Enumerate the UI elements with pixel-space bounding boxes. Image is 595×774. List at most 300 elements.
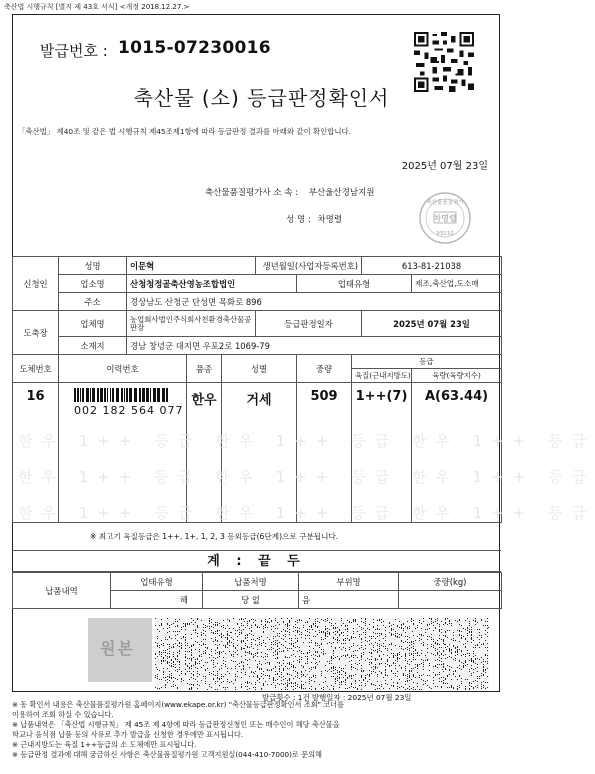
noise-dot	[417, 653, 418, 654]
noise-dot	[277, 628, 278, 629]
trace-number: 002 182 564 077	[74, 404, 184, 417]
noise-dot	[359, 634, 360, 635]
noise-dot	[481, 619, 482, 620]
noise-dot	[199, 663, 200, 664]
noise-dot	[395, 673, 396, 674]
noise-dot	[381, 634, 382, 635]
noise-dot	[439, 647, 440, 648]
noise-dot	[449, 687, 450, 688]
noise-dot	[445, 636, 446, 637]
noise-dot	[195, 622, 196, 623]
noise-dot	[215, 624, 216, 625]
noise-dot	[379, 671, 380, 672]
breed: 한우	[187, 383, 222, 523]
noise-dot	[459, 634, 460, 635]
noise-dot	[443, 640, 444, 641]
noise-dot	[407, 674, 408, 675]
noise-dot	[393, 662, 394, 663]
noise-dot	[321, 644, 322, 645]
noise-dot	[451, 679, 452, 680]
noise-dot	[435, 666, 436, 667]
noise-dot	[401, 646, 402, 647]
noise-dot	[445, 623, 446, 624]
noise-dot	[317, 626, 318, 627]
noise-dot	[377, 629, 378, 630]
noise-dot	[187, 683, 188, 684]
noise-dot	[415, 649, 416, 650]
noise-dot	[293, 666, 294, 667]
noise-dot	[315, 655, 316, 656]
noise-dot	[385, 670, 386, 671]
noise-dot	[167, 632, 168, 633]
noise-dot	[187, 643, 188, 644]
noise-dot	[255, 689, 256, 690]
noise-dot	[167, 644, 168, 645]
noise-dot	[169, 662, 170, 663]
noise-dot	[211, 687, 212, 688]
noise-dot	[199, 644, 200, 645]
barcode-bar	[107, 388, 108, 402]
noise-dot	[315, 666, 316, 667]
noise-dot	[409, 676, 410, 677]
noise-dot	[241, 618, 242, 619]
noise-dot	[211, 626, 212, 627]
noise-dot	[219, 651, 220, 652]
noise-dot	[171, 666, 172, 667]
noise-dot	[213, 641, 214, 642]
noise-dot	[451, 657, 452, 658]
noise-dot	[411, 679, 412, 680]
noise-dot	[285, 656, 286, 657]
noise-dot	[329, 629, 330, 630]
noise-dot	[421, 675, 422, 676]
noise-dot	[299, 661, 300, 662]
noise-dot	[239, 632, 240, 633]
noise-dot	[299, 662, 300, 663]
noise-dot	[409, 659, 410, 660]
noise-dot	[163, 645, 164, 646]
noise-dot	[351, 669, 352, 670]
noise-dot	[259, 682, 260, 683]
document-date: 2025년 07월 23일	[401, 161, 488, 172]
noise-dot	[185, 663, 186, 664]
noise-dot	[229, 635, 230, 636]
noise-dot	[427, 680, 428, 681]
noise-dot	[363, 670, 364, 671]
noise-dot	[219, 685, 220, 686]
noise-dot	[411, 644, 412, 645]
noise-dot	[379, 619, 380, 620]
noise-dot	[459, 675, 460, 676]
noise-dot	[315, 619, 316, 620]
noise-dot	[169, 636, 170, 637]
noise-dot	[155, 658, 156, 659]
noise-dot	[379, 644, 380, 645]
noise-dot	[341, 632, 342, 633]
noise-dot	[293, 654, 294, 655]
barcode-bar	[90, 388, 91, 402]
noise-dot	[285, 636, 286, 637]
noise-dot	[301, 685, 302, 686]
noise-dot	[247, 686, 248, 687]
noise-dot	[455, 676, 456, 677]
noise-dot	[207, 668, 208, 669]
noise-dot	[461, 678, 462, 679]
barcode-bar	[150, 388, 151, 402]
noise-dot	[205, 650, 206, 651]
grade-scale-note: ※ 최고기 육질등급은 1++, 1+, 1, 2, 3 등외등급(6단계)으로 구분됩니다.	[90, 532, 339, 541]
noise-dot	[403, 675, 404, 676]
noise-dot	[413, 674, 414, 675]
noise-dot	[329, 622, 330, 623]
noise-dot	[285, 683, 286, 684]
noise-dot	[429, 618, 430, 619]
noise-dot	[413, 659, 414, 660]
noise-dot	[393, 663, 394, 664]
noise-dot	[203, 633, 204, 634]
grading-date-label: 등급판정일자	[256, 311, 362, 337]
noise-dot	[199, 661, 200, 662]
noise-dot	[327, 671, 328, 672]
noise-dot	[169, 680, 170, 681]
noise-dot	[207, 689, 208, 690]
noise-dot	[431, 634, 432, 635]
noise-dot	[197, 676, 198, 677]
noise-dot	[279, 633, 280, 634]
noise-dot	[379, 655, 380, 656]
noise-dot	[177, 687, 178, 688]
noise-dot	[439, 635, 440, 636]
noise-dot	[483, 675, 484, 676]
noise-dot	[365, 630, 366, 631]
noise-dot	[159, 625, 160, 626]
noise-dot	[205, 676, 206, 677]
noise-dot	[315, 626, 316, 627]
noise-dot	[487, 663, 488, 664]
noise-dot	[313, 623, 314, 624]
noise-dot	[321, 673, 322, 674]
noise-dot	[371, 667, 372, 668]
noise-dot	[485, 654, 486, 655]
noise-dot	[333, 689, 334, 690]
noise-dot	[377, 676, 378, 677]
noise-dot	[405, 668, 406, 669]
noise-dot	[361, 665, 362, 666]
noise-dot	[309, 635, 310, 636]
noise-dot	[463, 665, 464, 666]
noise-dot	[275, 636, 276, 637]
noise-dot	[453, 673, 454, 674]
noise-dot	[409, 642, 410, 643]
noise-dot	[225, 687, 226, 688]
noise-dot	[279, 663, 280, 664]
noise-dot	[195, 661, 196, 662]
noise-dot	[467, 627, 468, 628]
noise-dot	[405, 655, 406, 656]
noise-dot	[397, 683, 398, 684]
noise-dot	[467, 653, 468, 654]
noise-dot	[327, 618, 328, 619]
noise-dot	[253, 687, 254, 688]
noise-dot	[435, 648, 436, 649]
noise-dot	[437, 643, 438, 644]
noise-dot	[201, 634, 202, 635]
noise-dot	[177, 671, 178, 672]
seal-bottom-text: 93110	[436, 231, 454, 237]
noise-dot	[251, 627, 252, 628]
noise-dot	[405, 666, 406, 667]
noise-dot	[155, 677, 156, 678]
noise-dot	[469, 631, 470, 632]
noise-dot	[413, 668, 414, 669]
noise-dot	[257, 627, 258, 628]
noise-dot	[423, 618, 424, 619]
noise-dot	[417, 655, 418, 656]
noise-dot	[177, 631, 178, 632]
noise-dot	[441, 621, 442, 622]
noise-dot	[457, 621, 458, 622]
noise-dot	[287, 663, 288, 664]
noise-dot	[193, 624, 194, 625]
noise-dot	[241, 661, 242, 662]
noise-dot	[279, 676, 280, 677]
noise-dot	[465, 662, 466, 663]
noise-dot	[351, 683, 352, 684]
noise-dot	[285, 666, 286, 667]
noise-dot	[185, 639, 186, 640]
noise-dot	[319, 632, 320, 633]
noise-dot	[271, 644, 272, 645]
noise-dot	[363, 632, 364, 633]
noise-dot	[297, 622, 298, 623]
noise-dot	[265, 681, 266, 682]
noise-dot	[379, 688, 380, 689]
noise-dot	[315, 625, 316, 626]
noise-dot	[223, 660, 224, 661]
noise-dot	[353, 628, 354, 629]
noise-dot	[451, 639, 452, 640]
noise-dot	[277, 674, 278, 675]
noise-dot	[457, 649, 458, 650]
noise-dot	[337, 632, 338, 633]
noise-dot	[303, 653, 304, 654]
noise-dot	[435, 674, 436, 675]
noise-dot	[244, 621, 245, 622]
noise-dot	[239, 634, 240, 635]
noise-dot	[255, 653, 256, 654]
noise-dot	[173, 631, 174, 632]
noise-dot	[191, 666, 192, 667]
barcode-bar	[162, 388, 165, 402]
noise-dot	[381, 658, 382, 659]
noise-dot	[291, 648, 292, 649]
noise-dot	[323, 654, 324, 655]
noise-dot	[237, 623, 238, 624]
noise-dot	[179, 631, 180, 632]
noise-dot	[473, 656, 474, 657]
noise-dot	[287, 618, 288, 619]
noise-dot	[197, 663, 198, 664]
noise-dot	[365, 685, 366, 686]
noise-dot	[459, 631, 460, 632]
noise-dot	[427, 648, 428, 649]
noise-dot	[269, 662, 270, 663]
breed-header: 품종	[187, 355, 222, 383]
noise-dot	[443, 655, 444, 656]
noise-dot	[455, 620, 456, 621]
noise-dot	[469, 632, 470, 633]
noise-dot	[309, 646, 310, 647]
noise-dot	[293, 643, 294, 644]
noise-dot	[213, 664, 214, 665]
noise-dot	[185, 640, 186, 641]
noise-dot	[467, 628, 468, 629]
noise-dot	[465, 620, 466, 621]
noise-dot	[253, 656, 254, 657]
noise-dot	[321, 671, 322, 672]
noise-dot	[161, 652, 162, 653]
noise-dot	[299, 628, 300, 629]
noise-dot	[429, 663, 430, 664]
noise-dot	[281, 683, 282, 684]
noise-dot	[377, 659, 378, 660]
noise-dot	[487, 628, 488, 629]
noise-dot	[213, 657, 214, 658]
noise-dot	[193, 675, 194, 676]
noise-dot	[197, 658, 198, 659]
noise-dot	[361, 676, 362, 677]
noise-dot	[225, 628, 226, 629]
noise-dot	[311, 669, 312, 670]
noise-dot	[479, 632, 480, 633]
noise-dot	[271, 629, 272, 630]
noise-dot	[449, 669, 450, 670]
noise-dot	[471, 638, 472, 639]
grader-affiliation	[205, 186, 375, 198]
total-row: 계 : 끝 두	[12, 550, 501, 572]
noise-dot	[309, 618, 310, 619]
noise-dot	[331, 668, 332, 669]
noise-dot	[463, 666, 464, 667]
noise-dot	[325, 628, 326, 629]
noise-dot	[371, 684, 372, 685]
noise-dot	[423, 664, 424, 665]
noise-dot	[363, 654, 364, 655]
noise-dot	[339, 674, 340, 675]
noise-dot	[271, 647, 272, 648]
noise-dot	[285, 678, 286, 679]
noise-dot	[425, 681, 426, 682]
noise-dot	[371, 673, 372, 674]
noise-dot	[275, 687, 276, 688]
noise-dot	[339, 647, 340, 648]
noise-dot	[239, 663, 240, 664]
noise-dot	[377, 651, 378, 652]
noise-dot	[373, 666, 374, 667]
noise-dot	[385, 666, 386, 667]
noise-dot	[433, 672, 434, 673]
noise-dot	[253, 622, 254, 623]
noise-dot	[331, 656, 332, 657]
noise-dot	[325, 670, 326, 671]
noise-dot	[213, 624, 214, 625]
noise-dot	[337, 672, 338, 673]
barcode-bar	[142, 388, 145, 402]
noise-dot	[275, 625, 276, 626]
noise-dot	[483, 671, 484, 672]
noise-dot	[477, 658, 478, 659]
noise-dot	[445, 635, 446, 636]
noise-dot	[443, 624, 444, 625]
applicant-birth-label: 생년월일(사업자등록번호)	[256, 257, 362, 275]
noise-dot	[227, 637, 228, 638]
noise-dot	[447, 683, 448, 684]
noise-dot	[407, 661, 408, 662]
noise-dot	[473, 672, 474, 673]
noise-dot	[417, 652, 418, 653]
noise-dot	[417, 672, 418, 673]
noise-dot	[333, 673, 334, 674]
noise-dot	[179, 675, 180, 676]
noise-dot	[407, 680, 408, 681]
noise-dot	[223, 681, 224, 682]
noise-dot	[215, 650, 216, 651]
noise-dot	[445, 679, 446, 680]
noise-dot	[439, 631, 440, 632]
noise-dot	[421, 679, 422, 680]
noise-dot	[347, 655, 348, 656]
noise-dot	[471, 665, 472, 666]
noise-dot	[345, 665, 346, 666]
noise-dot	[215, 653, 216, 654]
noise-dot	[279, 648, 280, 649]
noise-dot	[211, 638, 212, 639]
noise-dot	[163, 643, 164, 644]
noise-dot	[485, 655, 486, 656]
noise-dot	[275, 620, 276, 621]
noise-dot	[399, 634, 400, 635]
noise-dot	[435, 660, 436, 661]
noise-dot	[461, 681, 462, 682]
noise-dot	[189, 623, 190, 624]
noise-dot	[307, 658, 308, 659]
noise-dot	[485, 630, 486, 631]
noise-dot	[395, 665, 396, 666]
noise-dot	[241, 669, 242, 670]
noise-dot	[409, 671, 410, 672]
noise-dot	[247, 652, 248, 653]
noise-dot	[479, 659, 480, 660]
noise-dot	[403, 624, 404, 625]
noise-dot	[417, 664, 418, 665]
noise-dot	[287, 686, 288, 687]
noise-dot	[257, 676, 258, 677]
noise-dot	[411, 654, 412, 655]
noise-dot	[275, 674, 276, 675]
noise-dot	[225, 664, 226, 665]
noise-dot	[435, 643, 436, 644]
noise-dot	[327, 620, 328, 621]
noise-dot	[387, 684, 388, 685]
noise-dot	[181, 647, 182, 648]
barcode-bar	[77, 388, 79, 402]
noise-dot	[233, 646, 234, 647]
noise-dot	[235, 661, 236, 662]
noise-dot	[455, 655, 456, 656]
noise-dot	[315, 677, 316, 678]
noise-dot	[263, 626, 264, 627]
noise-dot	[415, 677, 416, 678]
